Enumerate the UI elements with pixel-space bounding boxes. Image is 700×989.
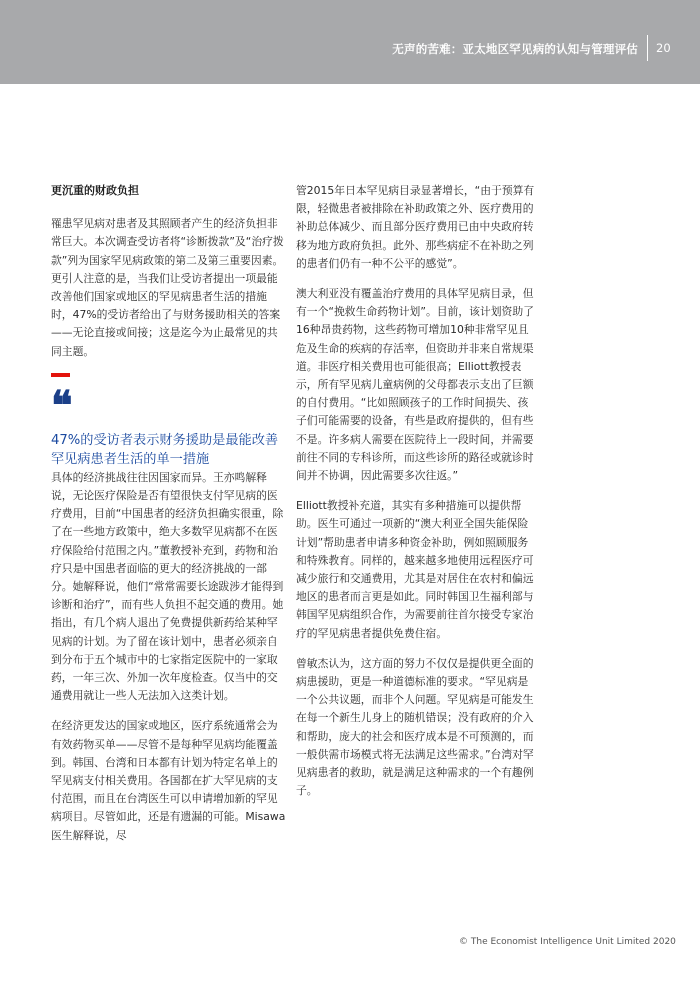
page-header — [0, 0, 700, 84]
section-heading: 更沉重的财政负担 — [51, 184, 139, 197]
quote-mark-icon: ❝ — [51, 381, 73, 429]
header-divider — [647, 35, 648, 61]
body-paragraph: Elliott教授补充道，其实有多种措施可以提供帮助。医生可通过一项新的“澳大利亚全国失能保险计划”帮助患者申请多种资金补助，例如照顾服务和特殊教育。同样的，越来越多地使用远程医疗可减少旅行和交通费用，尤其是对居住在农村和偏远地区的患者而言更是如此。同时韩国卫生福利部与韩国罕见病组织合作，为需要前往首尔接受专家治疗的罕见病患者提供免费住宿。 — [296, 499, 534, 640]
body-paragraph: 在经济更发达的国家或地区，医疗系统通常会为有效药物买单——尽管不是每种罕见病均能覆盖到。韩国、台湾和日本都有计划为特定名单上的罕见病支付相关费用。各国都在扩大罕见病的支付范围，而且在台湾医生可以申请增加新的罕见病项目。尽管如此，还是有遗漏的可能。Misawa医生解释说，尽 — [51, 719, 286, 842]
body-paragraph: 澳大利亚没有覆盖治疗费用的具体罕见病目录，但有一个“挽救生命药物计划”。目前，该计划资助了16种昂贵药物，这些药物可增加10种非常罕见且危及生命的疾病的存活率，但资助并非来自常规渠道。非医疗相关费用也可能很高；Elliott教授表示，所有罕见病儿童病例的父母都表示支出了巨额的自付费用。“比如照顾孩子的工作时间损失、孩子们可能需要的设备，有些是政府提供的，但有些不是。许多病人需要在医院待上一段时间，并需要前往不同的专科诊所，而这些诊所的路径或就诊时间并不协调，因此需要多次往返。” — [296, 287, 534, 483]
page-number: 20 — [656, 41, 671, 55]
report-title: 无声的苦难：亚太地区罕见病的认知与管理评估 — [392, 42, 638, 56]
body-paragraph: 具体的经济挑战往往因国家而异。王亦鸣解释说，无论医疗保险是否有望很快支付罕见病的医疗费用，目前“中国患者的经济负担确实很重，除了在一些地方政策中，绝大多数罕见病都不在医疗保险给付范围之内。”董教授补充到，药物和治疗只是中国患者面临的更大的经济挑战的一部分。她解释说，他们“常常需要长途跋涉才能得到诊断和治疗”，而有些人负担不起交通的费用。她指出，有几个病人退出了免费提供新药给某种罕见病的计划。为了留在该计划中，患者必须亲自到分布于五个城市中的七家指定医院中的一家取药，一年三次、外加一次年度检查。仅当中的交通费用就让一些人无法加入这类计划。 — [51, 470, 284, 703]
body-paragraph: 罹患罕见病对患者及其照顾者产生的经济负担非常巨大。本次调查受访者将“诊断拨款”及“治疗拨款”列为国家罕见病政策的第二及第三重要因素。更引人注意的是，当我们让受访者提出一项最能改善他们国家或地区的罕见病患者生活的措施时，47%的受访者给出了与财务援助相关的答案——无论直接或间接；这是迄今为止最常见的共同主题。 — [51, 217, 284, 358]
pull-quote: 47%的受访者表示财务援助是最能改善罕见病患者生活的单一措施 — [51, 432, 279, 467]
body-paragraph: 曾敏杰认为，这方面的努力不仅仅是提供更全面的病患援助，更是一种道德标准的要求。“罕见病是一个公共议题，而非个人问题。罕见病是可能发生在每一个新生儿身上的随机错误；没有政府的介入和帮助，庞大的社会和医疗成本是不可预测的，而一般供需市场模式将无法满足这些需求。”台湾对罕见病患者的救助，就是满足这种需求的一个有趣例子。 — [296, 656, 534, 798]
right-column — [296, 182, 536, 801]
accent-bar — [51, 373, 70, 377]
body-paragraph: 管2015年日本罕见病目录显著增长，“由于预算有限，轻微患者被排除在补助政策之外、医疗费用的补助总体减少、而且部分医疗费用已由中央政府转移为地方政府负担。此外、那些病症不在补助之列的患者们仍有一种不公平的感觉”。 — [296, 184, 535, 270]
copyright-footer: © The Economist Intelligence Unit Limited 2020 — [459, 937, 676, 947]
left-column — [51, 182, 288, 845]
